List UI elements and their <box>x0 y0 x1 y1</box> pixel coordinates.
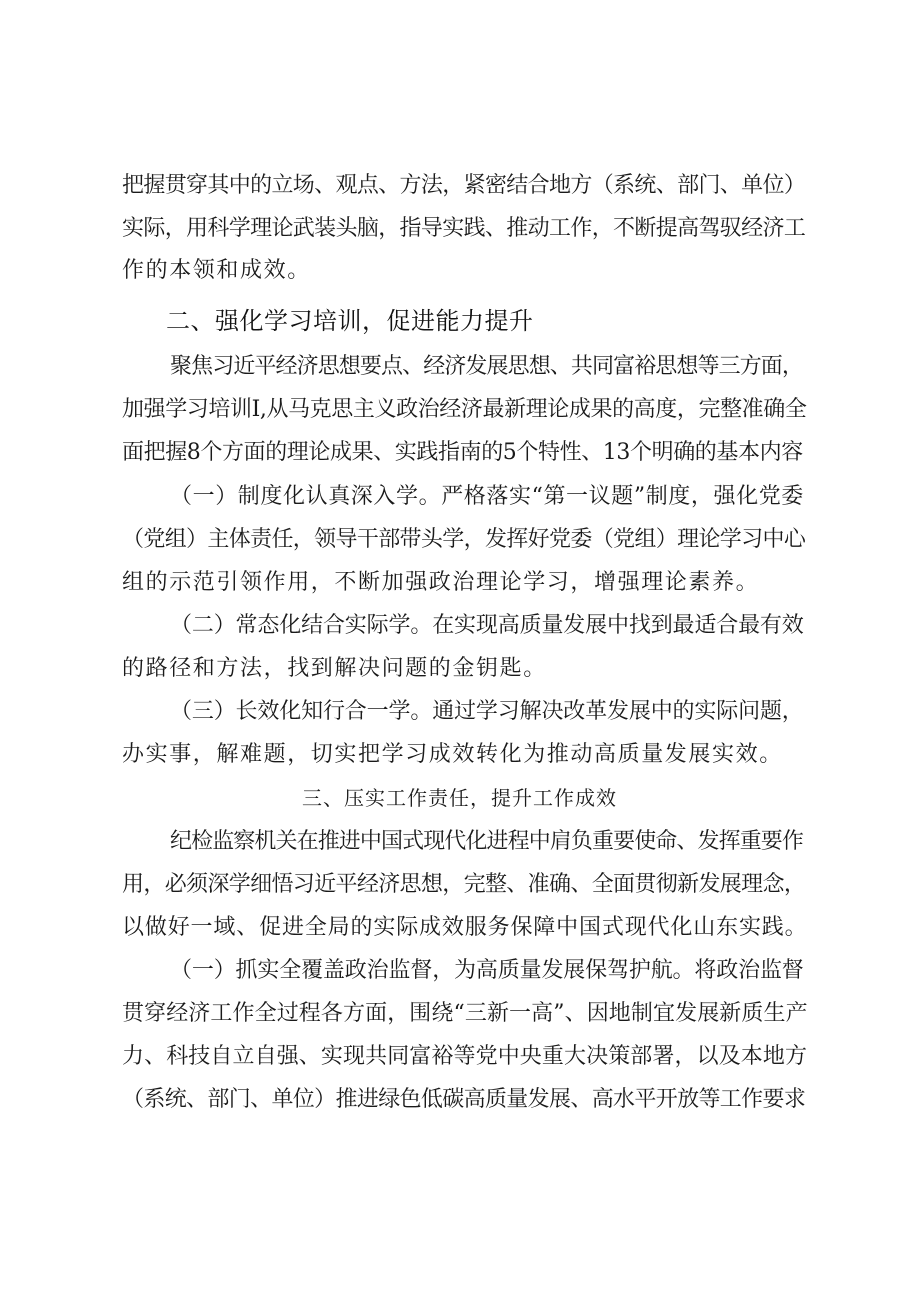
list-item-line: 的路径和方法，找到解决问题的金钥匙。 <box>122 656 547 681</box>
paragraph-line: 加强学习培训I,从马克思主义政治经济最新理论成果的高度，完整准确全 <box>122 397 807 422</box>
paragraph-line: 作的本领和成效。 <box>122 258 311 283</box>
list-item-line: （系统、部门、单位）推进绿色低碳高质量发展、高水平开放等工作要求 <box>122 1087 806 1112</box>
paragraph-line: 纪检监察机关在推进中国式现代化进程中肩负重要使命、发挥重要作 <box>170 829 804 854</box>
list-item-line: （三）长效化知行合一学。通过学习解决改革发展中的实际问题， <box>170 699 804 724</box>
paragraph-line: 以做好一域、促进全局的实际成效服务保障中国式现代化山东实践。 <box>122 915 808 940</box>
list-item-line: 力、科技自立自强、实现共同富裕等党中央重大决策部署，以及本地方 <box>122 1044 808 1069</box>
list-item-line: 办实事，解难题，切实把学习成效转化为推动高质量发展实效。 <box>122 742 783 767</box>
list-item-line: 贯穿经济工作全过程各方面，围绕“三新一高”、因地制宜发展新质生产 <box>122 1001 808 1026</box>
paragraph-line: 把握贯穿其中的立场、观点、方法，紧密结合地方（系统、部门、单位） <box>122 173 806 198</box>
section-heading: 三、压实工作责任，提升工作成效 <box>302 786 617 810</box>
list-item-line: （二）常态化结合实际学。在实现高质量发展中找到最适合最有效 <box>170 613 804 638</box>
paragraph-line: 聚焦习近平经济思想要点、经济发展思想、共同富裕思想等三方面， <box>170 354 804 379</box>
paragraph-line: 用，必须深学细悟习近平经济思想，完整、准确、全面贯彻新发展理念， <box>122 872 806 897</box>
list-item-line: （党组）主体责任，领导干部带头学，发挥好党委（党组）理论学习中心 <box>122 527 806 552</box>
list-item-line: （一）制度化认真深入学。严格落实“第一议题”制度，强化党委 <box>170 484 804 509</box>
paragraph-line: 实际，用科学理论武装头脑，指导实践、推动工作，不断提高驾驭经济工 <box>122 216 806 241</box>
list-item-line: 组的示范引领作用，不断加强政治理论学习，增强理论素养。 <box>122 570 760 595</box>
list-item-line: （一）抓实全覆盖政治监督，为高质量发展保驾护航。将政治监督 <box>170 958 804 983</box>
paragraph-line: 面把握8个方面的理论成果、实践指南的5个特性、13个明确的基本内容 <box>122 440 803 465</box>
section-heading: 二、强化学习培训，促进能力提升 <box>166 307 534 335</box>
